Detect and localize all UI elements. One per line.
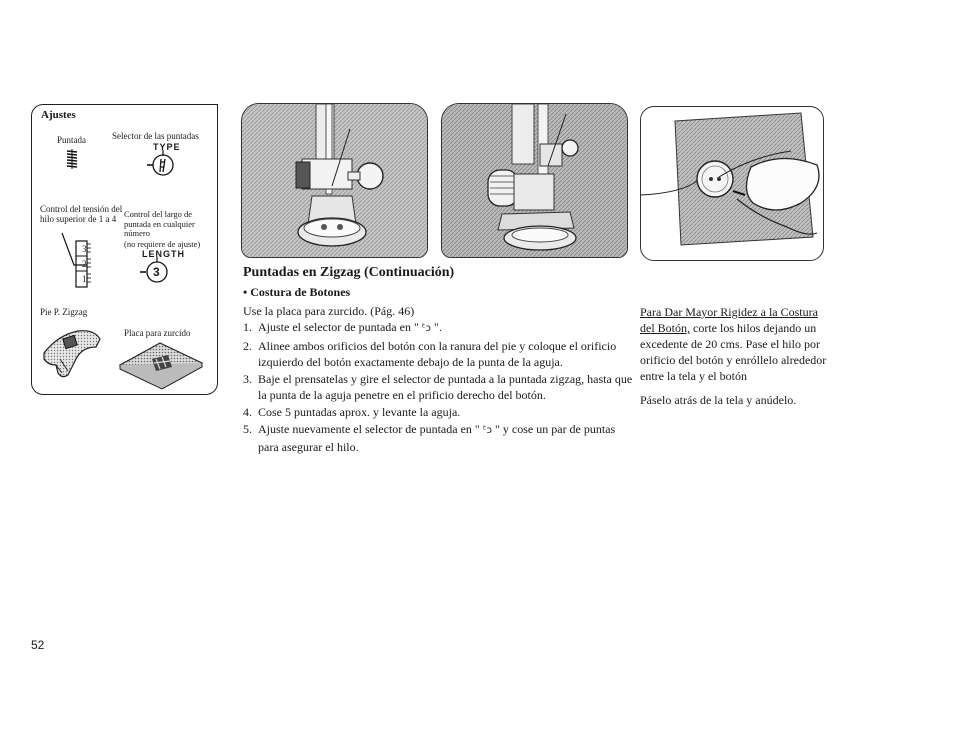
tip-paragraph — [640, 304, 830, 384]
page-number: 52 — [31, 638, 45, 652]
step-text-end: " y cose un par de puntas para asegurar el hilo. — [258, 422, 616, 454]
step-text-end: ". — [431, 320, 442, 334]
steps-list — [243, 319, 635, 456]
step-number: 4. — [243, 405, 252, 419]
length-note: (no requiere de ajuste) — [124, 239, 201, 249]
tip-text: corte los hilos dejando un excedente de 20 cms. Pase el hilo por orificio del botón y enróllelo alrededor entre la tela y el botón — [640, 321, 827, 383]
tension-mark-1: 1 — [82, 274, 87, 284]
settings-title: Ajustes — [41, 109, 76, 121]
zigzag-foot-icon — [38, 325, 104, 381]
section-subheading: • Costura de Botones — [243, 285, 351, 299]
foot-label: Pie P. Zigzag — [40, 307, 88, 317]
step-number: 2. — [243, 339, 252, 353]
step-item — [243, 404, 635, 420]
length-value: 3 — [153, 265, 160, 279]
type-caption: TYPE — [153, 142, 181, 152]
tension-dial-icon — [62, 239, 98, 291]
step-text: Cose 5 puntadas aprox. y levante la aguja. — [258, 405, 461, 419]
step-item — [243, 421, 635, 455]
tension-label: Control del tensión del hilo superior de 1 a 4 — [40, 204, 123, 224]
step-text: Ajuste el selector de puntada en " — [258, 320, 422, 334]
section-intro: Use la placa para zurcido. (Pág. 46) — [243, 304, 415, 318]
step-number: 3. — [243, 372, 252, 386]
photo-needle-position — [441, 103, 628, 258]
tip-title: Para Dar Mayor Rigidez a la Costura del Botón, — [640, 305, 818, 335]
tension-mark-2: 2 — [82, 259, 87, 269]
length-caption: LENGTH — [142, 249, 185, 259]
settings-panel — [31, 104, 218, 395]
button-stitch-symbol: ᶜ̇ᴐ — [482, 425, 493, 436]
section-heading: Puntadas en Zigzag (Continuación) — [243, 265, 455, 280]
illustration-needle-button-2 — [442, 104, 628, 258]
photo-foot-alignment — [241, 103, 428, 258]
stitch-selector-dial-icon — [146, 150, 178, 178]
stitch-pattern-icon — [65, 149, 79, 169]
step-text: Baje el prensatelas y gire el selector de puntada a la puntada zigzag, hasta que la punta de la aguja penetre en el prificio derecho del botón. — [258, 372, 633, 402]
step-number: 5. — [243, 422, 252, 436]
length-control-label: Control del largo de puntada en cualquier número — [124, 209, 195, 238]
tension-mark-3: 3 — [82, 244, 87, 254]
step-number: 1. — [243, 320, 252, 334]
tip-block — [640, 304, 830, 408]
step-text: Alinee ambos orificios del botón con la ranura del pie y coloque el orificio izquierdo del botón exactamente debajo de la punta de la aguja. — [258, 339, 617, 369]
tip-paragraph-2: Páselo atrás de la tela y anúdelo. — [640, 393, 797, 407]
button-stitch-symbol: ᶜ̇ᴐ — [421, 323, 432, 334]
stitch-label: Puntada — [57, 135, 86, 145]
illustration-needle-button-1 — [242, 104, 428, 258]
step-text: Ajuste nuevamente el selector de puntada en " — [258, 422, 483, 436]
illustration-thread-wrap — [641, 107, 824, 261]
step-item — [243, 338, 635, 370]
step-item — [243, 371, 635, 403]
plate-label: Placa para zurcido — [124, 328, 191, 338]
stitch-selector-label: Selector de las puntadas — [112, 131, 199, 141]
darning-plate-icon — [116, 339, 206, 389]
step-item — [243, 319, 635, 337]
photo-thread-wrap — [640, 106, 824, 261]
